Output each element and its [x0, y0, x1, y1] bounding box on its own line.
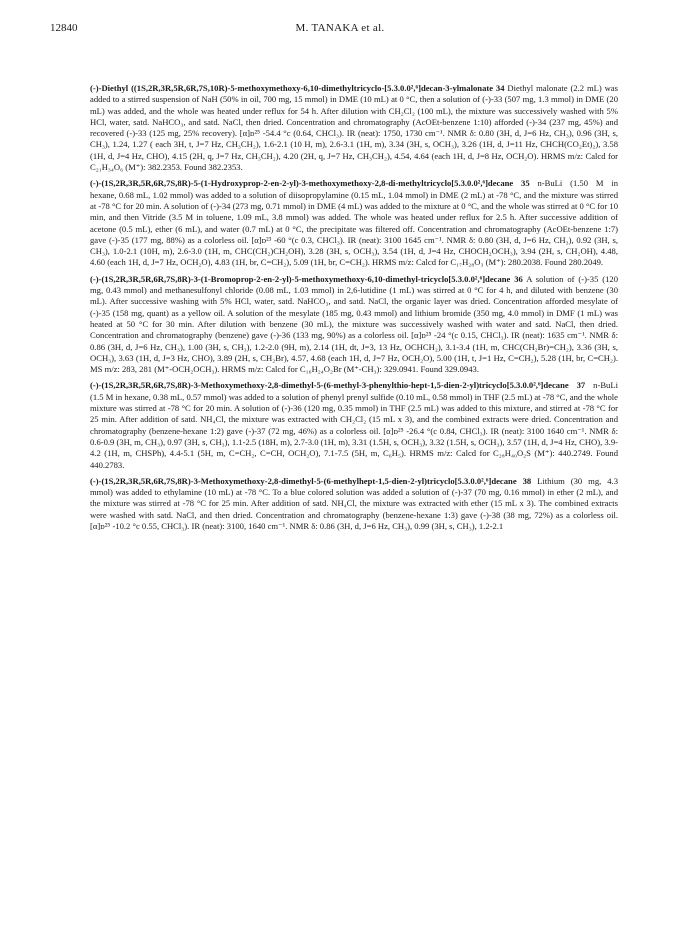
compound-title: (-)-Diethyl ((1S,2R,3R,5R,6R,7S,10R)-5-methoxymethoxy-6,10-dimethyltricyclo-[5.3.0.0²,⁶]decan-3-ylmalonate 34 [90, 83, 505, 93]
compound-title: (-)-(1S,2R,3R,5R,6R,7S,8R)-3-(1-Bromoprop-2-en-2-yl)-5-methoxymethoxy-6,10-dimethyl-tricyclo[5.3.0.0²,⁶]decane 36 [90, 273, 523, 284]
entry-paragraph [90, 274, 618, 376]
compound-entry-38 [90, 476, 618, 532]
entry-paragraph [90, 178, 618, 268]
entry-paragraph [90, 380, 618, 470]
procedure-text: Diethyl malonate (2.2 mL) was added to a stirred suspension of NaH (50% in oil, 700 mg, 15 mmol) in DME (10 mL) at 0 °C, then a solution of (-)-33 (507 mg, 1.3 mmol) in DME (20 mL) was added, and the whole was heated under reflux for 54 h. After dilution with CH₂Cl₂ (100 mL), the mixture was successively washed with 5% HCl, water, satd. NaHCO₃, and satd. NaCl, then dried. Concentration and chromatography (AcOEt-benzene 1:10) afforded (-)-34 (237 mg, 45%) and recovered (-)-33 (125 mg, 25% recovery). [α]ᴅ²⁵ -54.4 °c (0.64, CHCl₃). IR (neat): 1750, 1730 cm⁻¹. NMR δ: 0.80 (3H, d, J=6 Hz, CH₃), 0.96 (3H, s, CH₃), 1.24, 1.27 ( each 3H, t, J=7 Hz, CH₃CH₂), 1.6-2.1 (10 H, m), 2.6-3.1 (1H, m), 3.34 (3H, s, OCH₃), 3.26 (1H, d, J=11 Hz, CHCH(CO₂Et)₂), 3.58 (1H, d, J=4 Hz, CHO), 4.15 (2H, q, J=7 Hz, CH₃CH₂), 4.20 (2H, q, J=7 Hz, CH₃CH₂), 4.54, 4.64 (each 1H, d, J=8 Hz, OCH₂O). HRMS m/z: Calcd for C₂₁H₃₄O₆ (M⁺): 382.2353. Found 382.2353. [90, 83, 618, 173]
entry-paragraph [90, 476, 618, 532]
compound-title: (-)-(1S,2R,3R,5R,6R,7S,8R)-3-Methoxymethoxy-2,8-dimethyl-5-(6-methyl-3-phenylthio-hept-1,5-dien-2-yl)tricyclo[5.3.0.0²,⁶]decane 37 [90, 380, 586, 391]
compound-entry-36 [90, 274, 618, 376]
entry-paragraph [90, 83, 618, 173]
compound-entry-37 [90, 380, 618, 470]
running-head: M. TANAKA et al. [295, 22, 385, 34]
experimental-section [90, 83, 618, 537]
compound-entry-34 [90, 83, 618, 173]
page-header [50, 22, 630, 38]
procedure-text: n-BuLi (1.50 M in hexane, 0.68 mL, 1.02 mmol) was added to a solution of diisopropylamine (0.15 mL, 1.04 mmol) in DME (2 mL) at -78 °C, and the mixture was stirred at -78 °C for 20 min. A solution of (-)-34 (273 mg, 0.71 mmol) in DME (4 mL) was added to the mixture at 0 °C, and the whole was stirred at 0 °C for 10 min, and then Vitride (3.5 M in toluene, 1.09 mL, 3.8 mmol) was added. The whole was heated under reflux for 2.5 h. After successive addition of acetone (0.5 mL), ether (6 mL), and water (0.7 mL) at 0 °C, the precipitate was filtered off. Concentration and chromatography (AcOEt-benzene 1:7) gave (-)-35 (177 mg, 88%) as a colorless oil. [α]ᴅ²³ -60 °(c 0.3, CHCl₃). IR (neat): 3100 1645 cm⁻¹. NMR δ: 0.80 (3H, d, J=6 Hz, CH₃), 0.92 (3H, s, CH₃), 1.0-2.1 (10H, m), 2.6-3.0 (1H, m, CHC(CH₂)CH₂OH), 3.28 (3H, s, OCH₃), 3.54 (1H, d, J=4 Hz, CHOCH₂OCH₃), 3.94 (2H, s, CH₂OH), 4.48, 4.60 (each 1H, d, J=7 Hz, OCH₂O), 4.83 (1H, br, C=CH₂), 5.09 (1H, br, C=CH₂). HRMS m/z: Calcd for C₁₇H₂₈O₃ (M⁺): 280.2038. Found 280.2049. [90, 178, 618, 268]
compound-entry-35 [90, 178, 618, 268]
page-number: 12840 [50, 22, 78, 34]
compound-title: (-)-(1S,2R,3R,5R,6R,7S,8R)-5-(1-Hydroxyprop-2-en-2-yl)-3-methoxymethoxy-2,8-di-methyltricyclo[5.3.0.0²,⁶]decane 35 [90, 178, 530, 189]
procedure-text: n-BuLi (1.5 M in hexane, 0.38 mL, 0.57 mmol) was added to a solution of phenyl prenyl sulfide (0.10 mL, 0.58 mmol) in THF (2.5 mL) at -78 °C, and the whole mixture was stirred at -78 °C for 20 min. A solution of (-)-36 (120 mg, 0.35 mmol) in THF (2.5 mL) was added to this mixture, and stirred at -78 °C for 25 min. After addition of satd. NH₄Cl, the mixture was extracted with CH₂Cl₂ (15 mL x 3), and the combined extracts were dried. Concentration and chromatography (benzene-hexane 1:2) gave (-)-37 (72 mg, 46%) as a colorless oil. [α]ᴅ²⁵ -26.4 °(c 0.84, CHCl₃). IR (neat): 3100 1640 cm⁻¹. NMR δ: 0.6-0.9 (3H, m, CH₃), 0.97 (3H, s, CH₃), 1.1-2.5 (18H, m), 2.7-3.0 (1H, m), 3.31 (1.5H, s, OCH₃), 3.32 (1.5H, s, OCH₃), 3.57 (1H, d, J=4 Hz, CHO), 3.9-4.2 (1H, m, CHSPh), 4.4-5.1 (5H, m, C=CH₂, C=CH, OCH₂O), 7.1-7.5 (5H, m, C₆H₅). HRMS m/z: Calcd for C₂₈H₄₀O₂S (M⁺): 440.2749. Found 440.2783. [90, 380, 618, 470]
procedure-text: A solution of (-)-35 (120 mg, 0.43 mmol) and methanesulfonyl chloride (0.08 mL, 1.03 mmol) in 2,6-lutidine (1 mL) was stirred at 0 °C for 4 h, and diluted with benzene (30 mL). After successive washing with 5% HCl, water, satd. NaHCO₃, and satd. NaCl, the organic layer was dried. Concentration afforded mesylate of (-)-35 (158 mg, quant) as a yellow oil. A solution of the mesylate (185 mg, 0.43 mmol) and lithium bromide (350 mg, 4.0 mmol) in DMF (1 mL) was heated at 50 °C for 30 min. After dilution with benzene (30 mL), the mixture was successively washed with water and satd. NaCl, then dried. Concentration and chromatography (benzene) gave (-)-36 (133 mg, 90%) as a colorless oil. [α]ᴅ²⁵ -24 °(c 0.15, CHCl₃). IR (neat): 1635 cm⁻¹. NMR δ: 0.86 (3H, d, J=6 Hz, CH₃), 1.00 (3H, s, CH₃), 1.2-2.0 (9H, m), 2.14 (1H, dt, J=3, 13 Hz, OCHCH₂), 3.1-3.4 (1H, m, CHC(CH₂Br)=CH₂), 3.36 (3H, s, OCH₃), 3.63 (1H, d, J=3 Hz, CHO), 3.89 (2H, s, CH₂Br), 4.57, 4.68 (each 1H, d, J=7 Hz, OCH₂O), 5.00 (1H, t, J=1 Hz, C=CH₂), 5.28 (1H, br, C=CH₂). MS m/z: 283, 281 (M⁺-OCH₂OCH₃). HRMS m/z: Calcd for C₁₆H₂₄O₂Br (M⁺-CH₃): 329.0941. Found 329.0943. [90, 273, 618, 375]
procedure-text: Lithium (30 mg, 4.3 mmol) was added to ethylamine (10 mL) at -78 °C. To a blue colored solution was added a solution of (-)-37 (70 mg, 0.16 mmol) in ether (2 mL), and the mixture was stirred at -78 °C for 25 min. After addition of satd. NH₄Cl, the mixture was extracted with ether (15 mL x 3). The combined extracts were washed with satd. NaCl, and then dried. Concentration and chromatography (benzene-hexane 1:3) gave (-)-38 (38 mg, 72%) as a colorless oil. [α]ᴅ²⁵ -10.2 °c 0.55, CHCl₃). IR (neat): 3100, 1640 cm⁻¹. NMR δ: 0.86 (3H, d, J=6 Hz, CH₃), 0.99 (3H, s, CH₃), 1.2-2.1 [90, 475, 618, 531]
compound-title: (-)-(1S,2R,3R,5R,6R,7S,8R)-3-Methoxymethoxy-2,8-dimethyl-5-(6-methylhept-1,5-dien-2-yl)tricyclo[5.3.0.0²,⁶]decane 38 [90, 475, 532, 486]
